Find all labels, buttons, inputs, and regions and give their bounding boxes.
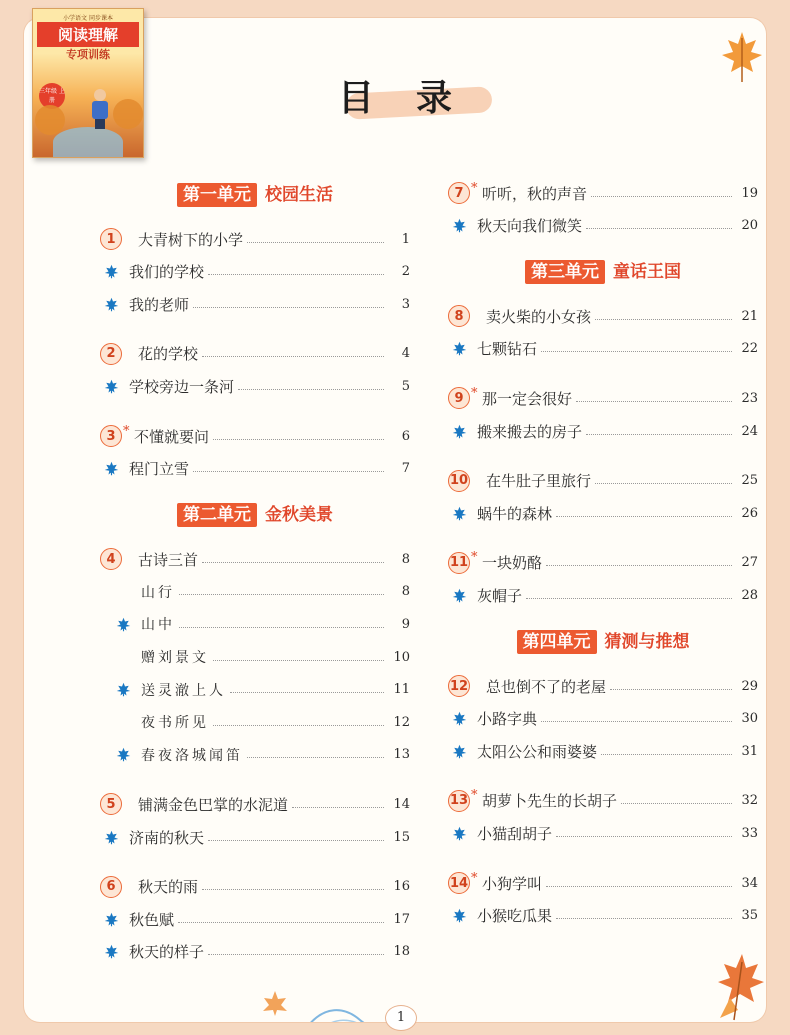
entry-page-number: 26 xyxy=(741,505,758,521)
toc-entry[interactable] xyxy=(100,789,410,819)
entry-title: 七颗钻石 xyxy=(477,340,538,359)
book-series-label: 小学语文 同步课本 xyxy=(63,15,113,22)
dot-leader xyxy=(586,228,732,229)
toc-entry[interactable] xyxy=(448,548,758,578)
entry-title: 在牛肚子里旅行 xyxy=(486,472,592,491)
entry-page-number: 15 xyxy=(393,829,410,845)
star-icon: * xyxy=(123,423,130,439)
toc-entry[interactable] xyxy=(100,257,410,287)
entry-page-number: 35 xyxy=(741,908,758,924)
lesson-number-badge: 3 xyxy=(100,425,122,447)
maple-leaf-icon xyxy=(448,338,470,360)
maple-leaf-icon xyxy=(112,679,134,701)
maple-leaf-icon xyxy=(100,941,122,963)
entry-page-number: 24 xyxy=(741,423,758,439)
entry-title: 春夜洛城闻笛 xyxy=(141,747,243,764)
maple-leaf-icon xyxy=(100,261,122,283)
entry-title: 小狗学叫 xyxy=(482,874,543,893)
toc-entry[interactable] xyxy=(448,466,758,496)
dot-leader xyxy=(208,274,384,275)
dot-leader xyxy=(621,803,732,804)
entry-page-number: 31 xyxy=(741,743,758,759)
entry-page-number: 16 xyxy=(393,879,410,895)
entry-page-number: 5 xyxy=(401,378,410,394)
lesson-number-badge: 4 xyxy=(100,548,122,570)
unit-theme: 童话王国 xyxy=(613,262,681,283)
dot-leader xyxy=(178,922,384,923)
maple-leaf-icon xyxy=(100,375,122,397)
entry-title: 小猫刮胡子 xyxy=(477,824,553,843)
star-icon: * xyxy=(471,788,478,804)
book-subtitle: 专项训练 xyxy=(66,48,110,61)
entry-title: 小猴吃瓜果 xyxy=(477,907,553,926)
entry-page-number: 22 xyxy=(741,341,758,357)
entry-title: 灰帽子 xyxy=(477,586,523,605)
maple-leaf-icon xyxy=(100,293,122,315)
dot-leader xyxy=(213,660,384,661)
dot-leader xyxy=(179,594,384,595)
toc-entry[interactable] xyxy=(448,901,758,931)
unit-theme: 金秋美景 xyxy=(265,505,333,526)
maple-leaf-icon xyxy=(112,744,134,766)
page-sheet xyxy=(24,18,766,1022)
toc-entry[interactable] xyxy=(100,904,410,934)
entry-title: 山中 xyxy=(141,617,175,634)
entry-title: 赠刘景文 xyxy=(141,650,209,666)
entry-title: 蜗牛的森林 xyxy=(477,504,553,523)
dot-leader xyxy=(292,807,384,808)
entry-page-number: 25 xyxy=(741,473,758,489)
page-title: 目录 xyxy=(337,78,494,119)
unit-heading xyxy=(100,178,410,212)
maple-leaf-icon xyxy=(448,740,470,762)
entry-page-number: 10 xyxy=(393,649,410,665)
lesson-number-badge: 11 xyxy=(448,552,470,574)
tree-illustration xyxy=(113,99,143,129)
entry-page-number: 12 xyxy=(393,714,410,730)
star-icon: * xyxy=(471,385,478,401)
entry-page-number: 20 xyxy=(741,218,758,234)
dot-leader xyxy=(586,434,732,435)
entry-title: 卖火柴的小女孩 xyxy=(486,307,592,326)
toc-entry[interactable] xyxy=(100,421,410,451)
maple-leaf-icon xyxy=(448,502,470,524)
entry-page-number: 2 xyxy=(401,264,410,280)
book-cover-thumbnail xyxy=(32,8,144,158)
toc-entry[interactable] xyxy=(448,818,758,848)
entry-page-number: 21 xyxy=(741,308,758,324)
unit-tag: 第一单元 xyxy=(177,183,257,207)
toc-entry[interactable] xyxy=(448,671,758,701)
toc-entry[interactable] xyxy=(448,334,758,364)
lesson-number-badge: 2 xyxy=(100,343,122,365)
entry-title: 搬来搬去的房子 xyxy=(477,422,583,441)
entry-page-number: 9 xyxy=(401,616,410,632)
entry-page-number: 18 xyxy=(393,944,410,960)
maple-leaf-icon xyxy=(112,613,134,635)
maple-leaf-icon xyxy=(100,826,122,848)
page-number: 1 xyxy=(385,1005,417,1031)
entry-title: 济南的秋天 xyxy=(129,828,205,847)
toc-entry[interactable] xyxy=(100,371,410,401)
entry-title: 古诗三首 xyxy=(138,550,199,569)
dot-leader xyxy=(526,598,732,599)
maple-leaf-icon xyxy=(448,584,470,606)
entry-page-number: 8 xyxy=(401,584,410,600)
toc-entry[interactable] xyxy=(100,740,410,770)
dot-leader xyxy=(247,242,384,243)
maple-leaf-icon xyxy=(100,458,122,480)
lesson-number-badge: 10 xyxy=(448,470,470,492)
entry-title: 秋天向我们微笑 xyxy=(477,217,583,236)
toc-entry[interactable] xyxy=(100,872,410,902)
entry-page-number: 17 xyxy=(393,911,410,927)
toc-entry[interactable] xyxy=(448,580,758,610)
entry-title: 夜书所见 xyxy=(141,715,209,732)
toc-entry[interactable] xyxy=(448,736,758,766)
toc-entry[interactable] xyxy=(100,289,410,319)
book-title: 阅读理解 xyxy=(37,22,139,47)
entry-title: 一块奶酪 xyxy=(482,554,543,573)
lesson-number-badge: 8 xyxy=(448,305,470,327)
lesson-number-badge: 7 xyxy=(448,182,470,204)
toc-entry[interactable] xyxy=(448,868,758,898)
toc-entry[interactable] xyxy=(100,339,410,369)
dot-leader xyxy=(213,725,384,726)
toc-entry[interactable] xyxy=(100,544,410,574)
lesson-number-badge: 12 xyxy=(448,675,470,697)
star-icon: * xyxy=(471,550,478,566)
toc-entry[interactable] xyxy=(100,454,410,484)
maple-leaf-icon xyxy=(448,905,470,927)
toc-entry[interactable] xyxy=(448,178,758,208)
dot-leader xyxy=(208,840,384,841)
lesson-number-badge: 1 xyxy=(100,228,122,250)
unit-tag: 第三单元 xyxy=(525,260,605,284)
unit-tag: 第四单元 xyxy=(517,630,597,654)
entry-page-number: 6 xyxy=(401,428,410,444)
dot-leader xyxy=(179,627,384,628)
toc-entry[interactable] xyxy=(448,383,758,413)
toc-entry[interactable] xyxy=(448,416,758,446)
dot-leader xyxy=(595,483,732,484)
dot-leader xyxy=(601,754,732,755)
entry-page-number: 4 xyxy=(401,346,410,362)
lesson-number-badge: 9 xyxy=(448,387,470,409)
toc-entry[interactable] xyxy=(448,786,758,816)
entry-title: 小路字典 xyxy=(477,710,538,729)
entry-title: 程门立雪 xyxy=(129,460,190,479)
maple-leaf-icon xyxy=(448,708,470,730)
dot-leader xyxy=(595,319,732,320)
dot-leader xyxy=(230,692,384,693)
lesson-number-badge: 14 xyxy=(448,872,470,894)
lesson-number-badge: 13 xyxy=(448,790,470,812)
star-icon: * xyxy=(471,870,478,886)
dot-leader xyxy=(213,439,384,440)
maple-leaf-decoration-bottom-right xyxy=(712,948,766,1022)
dot-leader xyxy=(541,351,732,352)
toc-entry[interactable] xyxy=(100,822,410,852)
dot-leader xyxy=(238,389,384,390)
dot-leader xyxy=(541,721,732,722)
entry-title: 听听，秋的声音 xyxy=(482,184,588,203)
entry-title: 学校旁边一条河 xyxy=(129,377,235,396)
entry-page-number: 7 xyxy=(401,461,410,477)
maple-leaf-icon xyxy=(100,908,122,930)
dot-leader xyxy=(202,356,384,357)
entry-title: 秋色赋 xyxy=(129,910,175,929)
dot-leader xyxy=(546,886,732,887)
dot-leader xyxy=(208,954,384,955)
toc-entry[interactable] xyxy=(100,642,410,672)
dot-leader xyxy=(610,689,732,690)
entry-page-number: 28 xyxy=(741,587,758,603)
entry-page-number: 19 xyxy=(741,185,758,201)
toc-entry[interactable] xyxy=(100,224,410,254)
unit-heading xyxy=(448,625,758,659)
entry-page-number: 27 xyxy=(741,555,758,571)
entry-title: 太阳公公和雨婆婆 xyxy=(477,742,598,761)
unit-theme: 猜测与推想 xyxy=(604,632,690,652)
tree-illustration xyxy=(35,105,65,135)
maple-leaf-icon xyxy=(448,420,470,442)
entry-page-number: 3 xyxy=(401,296,410,312)
entry-page-number: 29 xyxy=(741,678,758,694)
entry-title: 我的老师 xyxy=(129,295,190,314)
toc-entry[interactable] xyxy=(448,704,758,734)
unit-heading xyxy=(448,255,758,289)
entry-page-number: 34 xyxy=(741,875,758,891)
star-icon: * xyxy=(471,180,478,196)
unit-heading xyxy=(100,498,410,532)
entry-title: 铺满金色巴掌的水泥道 xyxy=(138,795,289,814)
entry-page-number: 30 xyxy=(741,711,758,727)
small-leaf-decoration-bottom xyxy=(260,988,290,1018)
dot-leader xyxy=(193,471,384,472)
dot-leader xyxy=(247,757,384,758)
dot-leader xyxy=(202,562,384,563)
dot-leader xyxy=(546,565,732,566)
toc-entry[interactable] xyxy=(100,937,410,967)
entry-title: 山行 xyxy=(141,584,175,601)
dot-leader xyxy=(556,516,732,517)
entry-page-number: 13 xyxy=(393,747,410,763)
dot-leader xyxy=(591,196,732,197)
entry-title: 大青树下的小学 xyxy=(138,230,244,249)
entry-page-number: 1 xyxy=(401,231,410,247)
toc-entry[interactable] xyxy=(448,211,758,241)
entry-title: 胡萝卜先生的长胡子 xyxy=(482,792,618,811)
entry-title: 不懂就要问 xyxy=(134,427,210,446)
unit-tag: 第二单元 xyxy=(177,503,257,527)
lesson-number-badge: 6 xyxy=(100,876,122,898)
toc-entry[interactable] xyxy=(100,707,410,737)
dot-leader xyxy=(576,401,732,402)
entry-page-number: 33 xyxy=(741,825,758,841)
toc-entry[interactable] xyxy=(100,675,410,705)
entry-title: 我们的学校 xyxy=(129,263,205,282)
dot-leader xyxy=(193,307,384,308)
entry-page-number: 23 xyxy=(741,390,758,406)
toc-entry[interactable] xyxy=(448,301,758,331)
dot-leader xyxy=(202,889,384,890)
entry-page-number: 32 xyxy=(741,793,758,809)
entry-title: 花的学校 xyxy=(138,345,199,364)
toc-entry[interactable] xyxy=(448,498,758,528)
book-grade-badge: 三年级 上册 xyxy=(39,83,65,109)
toc-entry[interactable] xyxy=(100,609,410,639)
entry-page-number: 11 xyxy=(393,682,410,698)
entry-title: 那一定会很好 xyxy=(482,389,573,408)
entry-title: 秋天的雨 xyxy=(138,878,199,897)
entry-page-number: 14 xyxy=(393,796,410,812)
dot-leader xyxy=(556,836,732,837)
entry-page-number: 8 xyxy=(401,551,410,567)
dot-leader xyxy=(556,918,732,919)
entry-title: 总也倒不了的老屋 xyxy=(486,677,607,696)
child-illustration xyxy=(91,89,109,129)
path-illustration xyxy=(53,127,123,157)
entry-title: 送灵澈上人 xyxy=(141,682,226,699)
maple-leaf-icon xyxy=(448,822,470,844)
toc-entry[interactable] xyxy=(100,577,410,607)
unit-theme: 校园生活 xyxy=(265,185,333,205)
maple-leaf-icon xyxy=(448,215,470,237)
lesson-number-badge: 5 xyxy=(100,793,122,815)
entry-title: 秋天的样子 xyxy=(129,943,205,962)
